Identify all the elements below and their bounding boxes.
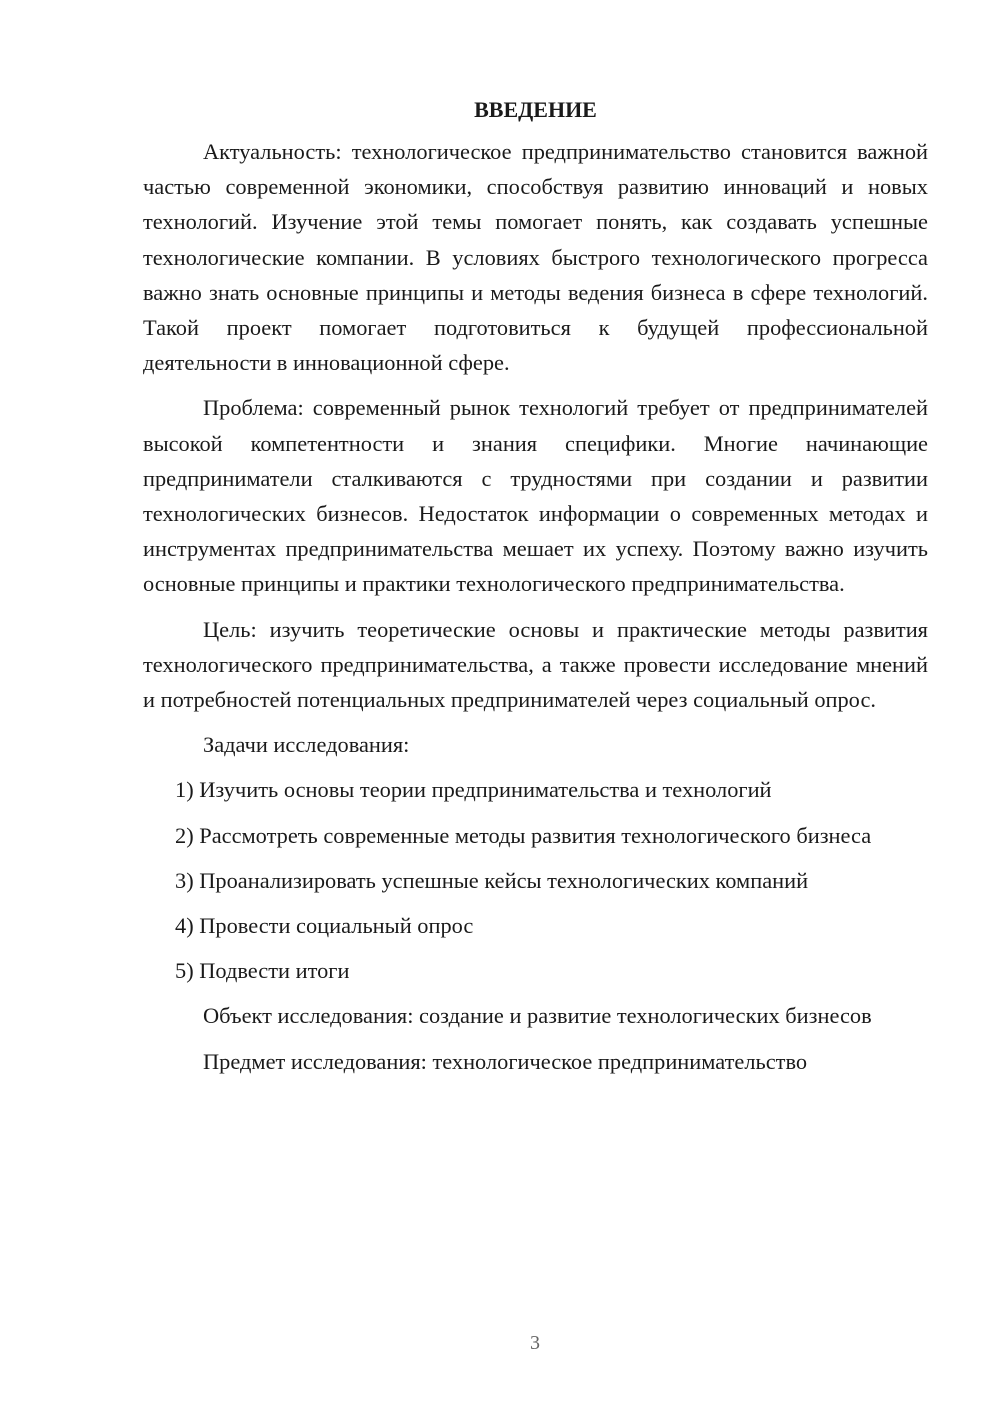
page-title: ВВЕДЕНИЕ	[474, 97, 597, 122]
list-item: 4) Провести социальный опрос	[175, 913, 474, 939]
document-page	[143, 92, 928, 1089]
paragraph-relevance: Актуальность: технологическое предпринимательство становится важной частью современной экономики, способствуя развитию инноваций и новых технологий. Изучение этой темы помогает понять, как создавать успешные технологические компании. В условиях быстрого технологического прогресса важно знать основные принципы и методы ведения бизнеса в сфере технологий. Такой проект помогает подготовиться к будущей профессиональной деятельности в инновационной сфере.	[143, 139, 928, 376]
paragraph-object: Объект исследования: создание и развитие технологических бизнесов	[203, 1003, 872, 1029]
list-item: 1) Изучить основы теории предпринимательства и технологий	[175, 777, 772, 803]
list-item: 2) Рассмотреть современные методы развития технологического бизнеса	[175, 822, 872, 848]
list-item: 3) Проанализировать успешные кейсы технологических компаний	[175, 867, 809, 893]
paragraph-subject: Предмет исследования: технологическое предпринимательство	[203, 1048, 808, 1074]
page-number: 3	[530, 1332, 540, 1354]
list-item: 5) Подвести итоги	[175, 958, 350, 984]
tasks-heading: Задачи исследования:	[203, 732, 410, 758]
paragraph-goal: Цель: изучить теоретические основы и практические методы развития технологического предпринимательства, а также провести исследование мнений и потребностей потенциальных предпринимателей через социальный опрос.	[143, 616, 928, 713]
paragraph-problem: Проблема: современный рынок технологий требует от предпринимателей высокой компетентности и знания специфики. Многие начинающие предприниматели сталкиваются с трудностями при создании и развитии технологических бизнесов. Недостаток информации о современных методах и инструментах предпринимательства мешает их успеху. Поэтому важно изучить основные принципы и практики технологического предпринимательства.	[143, 395, 928, 597]
tasks-list	[143, 772, 928, 988]
